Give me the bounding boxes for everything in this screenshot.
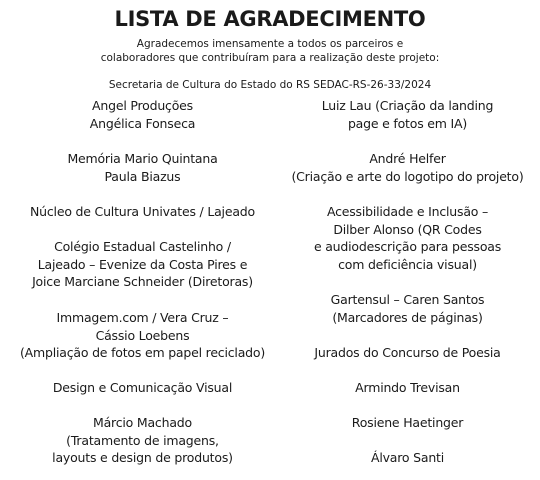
entry-line: Luiz Lau (Criação da landing [321, 98, 494, 113]
entry-line: page e fotos em IA) [347, 115, 468, 131]
acknowledgement-entry [0, 203, 285, 221]
entry-line: Álvaro Santi [370, 450, 445, 465]
entry-line: Rosiene Haetinger [351, 415, 464, 430]
entry-line: Jurados do Concurso de Poesia [314, 345, 501, 360]
entry-line: André Helfer [369, 151, 446, 166]
acknowledgement-entry [0, 379, 285, 397]
acknowledgement-entry [275, 414, 540, 432]
entry-line: Design e Comunicação Visual [52, 380, 233, 395]
acknowledgement-entry [275, 379, 540, 397]
entry-line: com deficiência visual) [338, 256, 477, 272]
entry-line: Gartensul – Caren Santos [330, 292, 485, 307]
entry-line: Lajeado – Evenize da Costa Pires e [37, 256, 248, 272]
entry-line: Núcleo de Cultura Univates / Lajeado [30, 204, 255, 219]
entry-line: (Ampliação de fotos em papel reciclado) [19, 345, 266, 360]
acknowledgement-entry [0, 414, 285, 467]
entry-line: Armindo Trevisan [355, 380, 460, 395]
acknowledgement-entry [275, 97, 540, 132]
entry-line: Colégio Estadual Castelinho / [54, 239, 231, 254]
acknowledgement-entry [275, 150, 540, 185]
entry-line: e audiodescrição para pessoas [313, 239, 502, 254]
intro-line: colaboradores que contribuíram para a realização deste projeto: [100, 52, 440, 64]
acknowledgement-entry [275, 449, 540, 467]
entry-line: Acessibilidade e Inclusão – [326, 204, 489, 219]
page-title: LISTA DE AGRADECIMENTO [114, 7, 426, 31]
acknowledgement-entry [0, 150, 285, 185]
entry-line: Angélica Fonseca [89, 115, 196, 131]
intro-line: Agradecemos imensamente a todos os parceiros e [136, 38, 404, 50]
secretaria-line: Secretaria de Cultura do Estado do RS SEDAC-RS-26-33/2024 [108, 79, 432, 91]
entry-line: Paula Biazus [104, 168, 181, 184]
intro-text [0, 37, 540, 65]
entry-line: Cássio Loebens [95, 327, 190, 343]
entry-line: Memória Mario Quintana [67, 151, 218, 166]
entry-line: (Criação e arte do logotipo do projeto) [291, 168, 524, 184]
acknowledgement-entry [0, 309, 285, 362]
acknowledgement-entry [0, 238, 285, 291]
entry-line: Márcio Machado [93, 415, 192, 430]
entry-line: Immagem.com / Vera Cruz – [56, 310, 229, 325]
acknowledgement-entry [275, 203, 540, 273]
entry-line: Angel Produções [92, 98, 193, 113]
acknowledgement-entry [275, 344, 540, 362]
entry-line: (Marcadores de páginas) [332, 309, 483, 325]
entry-line: Joice Marciane Schneider (Diretoras) [32, 274, 253, 289]
entry-line: layouts e design de produtos) [52, 450, 233, 465]
acknowledgement-entry [275, 291, 540, 326]
entry-line: Dilber Alonso (QR Codes [333, 221, 482, 237]
entry-line: (Tratamento de imagens, [66, 432, 219, 448]
acknowledgement-entry [0, 97, 285, 132]
